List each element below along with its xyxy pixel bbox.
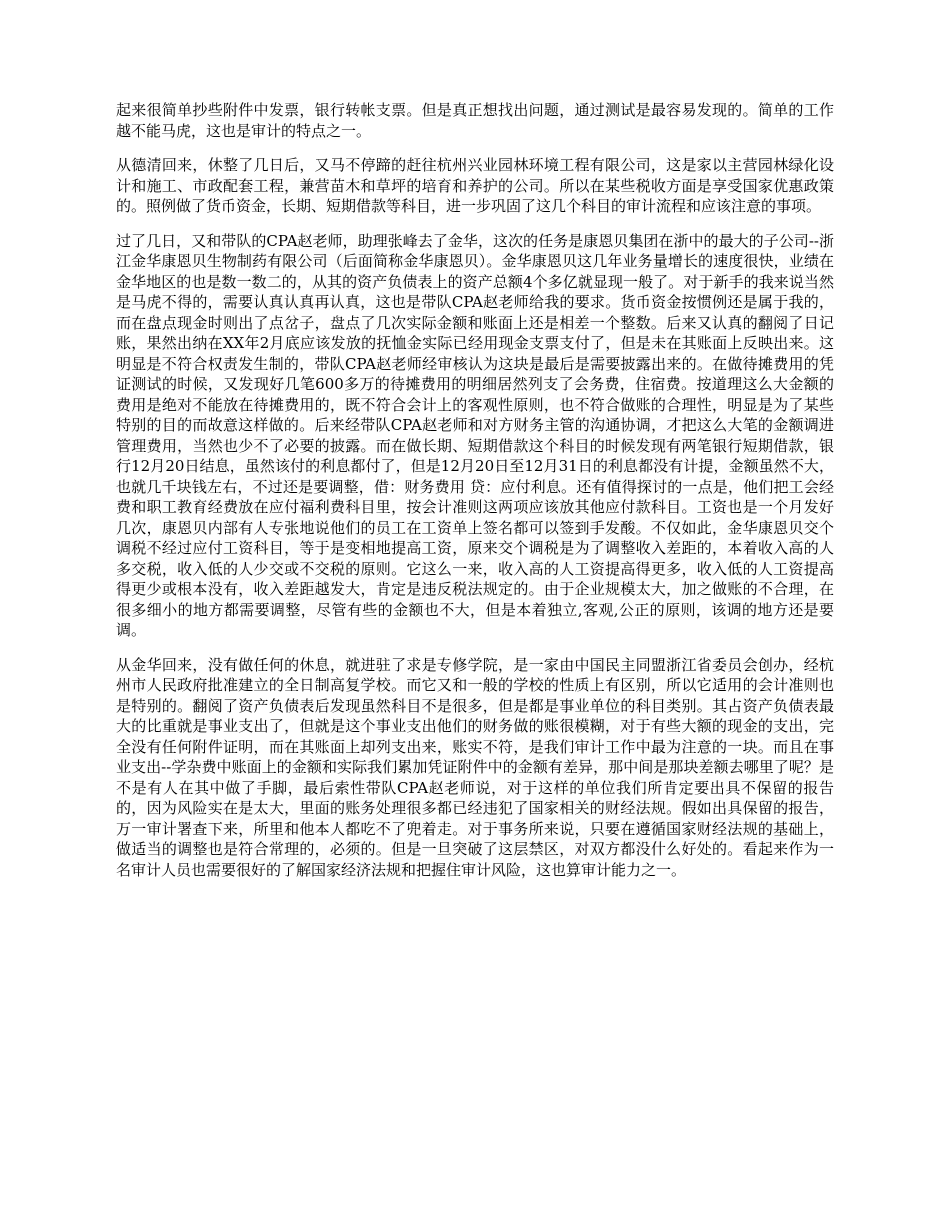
paragraph-2: 从德清回来，休整了几日后，又马不停蹄的赶往杭州兴业园林环境工程有限公司，这是家以主营园林绿化设计和施工、市政配套工程，兼营苗木和草坪的培育和养护的公司。所以在某些税收方面是享受国家优惠政策的。照例做了货币资金，长期、短期借款等科目，进一步巩固了这几个科目的审计流程和应该注意的事项。 [116, 156, 834, 215]
paragraph-3: 过了几日，又和带队的CPA赵老师，助理张峰去了金华，这次的任务是康恩贝集团在浙中的最大的子公司--浙江金华康恩贝生物制药有限公司（后面简称金华康恩贝）。金华康恩贝这几年业务量增长的速度很快，业绩在金华地区的也是数一数二的，从其的资产负债表上的资产总额4个多亿就显现一般了。对于新手的我来说当然是马虎不得的，需要认真认真再认真，这也是带队CPA赵老师给我的要求。货币资金按惯例还是属于我的，而在盘点现金时则出了点岔子，盘点了几次实际金额和账面上还是相差一个整数。后来又认真的翻阅了日记账，果然出纳在XX年2月底应该发放的抚恤金实际已经用现金支票支付了，但是未在其账面上反映出来。这明显是不符合权责发生制的，带队CPA赵老师经审核认为这块是最后是需要披露出来的。在做待摊费用的凭证测试的时候，又发现好几笔600多万的待摊费用的明细居然列支了会务费，住宿费。按道理这么大金额的费用是绝对不能放在待摊费用的，既不符合会计上的客观性原则，也不符合做账的合理性，明显是为了某些特别的目的而故意这样做的。后来经带队CPA赵老师和对方财务主管的沟通协调，才把这么大笔的金额调进管理费用，当然也少不了必要的披露。而在做长期、短期借款这个科目的时候发现有两笔银行短期借款，银行12月20日结息，虽然该付的利息都付了，但是12月20日至12月31日的利息都没有计提，金额虽然不大，也就几千块钱左右，不过还是要调整，借：财务费用 贷：应付利息。还有值得探讨的一点是，他们把工会经费和职工教育经费放在应付福利费科目里，按会计准则这两项应该放其他应付款科目。工资也是一个月发好几次，康恩贝内部有人专张地说他们的员工在工资单上签名都可以签到手发酸。不仅如此，金华康恩贝交个调税不经过应付工资科目，等于是变相地提高工资，原来交个调税是为了调整收入差距的，本着收入高的人多交税，收入低的人少交或不交税的原则。它这么一来，收入高的人工资提高得更多，收入低的人工资提高得更少或根本没有，收入差距越发大，肯定是违反税法规定的。由于企业规模太大，加之做账的不合理，在很多细小的地方都需要调整，尽管有些的金额也不大，但是本着独立,客观,公正的原则，该调的地方还是要调。 [116, 231, 834, 639]
paragraph-4: 从金华回来，没有做任何的休息，就进驻了求是专修学院，是一家由中国民主同盟浙江省委员会创办，经杭州市人民政府批准建立的全日制高复学校。而它又和一般的学校的性质上有区别，所以它适用的会计准则也是特别的。翻阅了资产负债表后发现虽然科目不是很多，但是都是事业单位的科目类别。其占资产负债表最大的比重就是事业支出了，但就是这个事业支出他们的财务做的账很模糊，对于有些大额的现金的支出，完全没有任何附件证明，而在其账面上却列支出来，账实不符，是我们审计工作中最为注意的一块。而且在事业支出--学杂费中账面上的金额和实际我们累加凭证附件中的金额有差异，那中间是那块差额去哪里了呢？是不是有人在其中做了手脚，最后索性带队CPA赵老师说，对于这样的单位我们所肯定要出具不保留的报告的，因为风险实在是太大，里面的账务处理很多都已经违犯了国家相关的财经法规。假如出具保留的报告，万一审计署查下来，所里和他本人都吃不了兜着走。对于事务所来说，只要在遵循国家财经法规的基础上，做适当的调整也是符合常理的，必须的。但是一旦突破了这层禁区，对双方都没什么好处的。看起来作为一名审计人员也需要很好的了解国家经济法规和把握住审计风险，这也算审计能力之一。 [116, 655, 834, 879]
paragraph-1: 起来很简单抄些附件中发票，银行转帐支票。但是真正想找出问题，通过测试是最容易发现的。简单的工作越不能马虎，这也是审计的特点之一。 [116, 101, 834, 140]
